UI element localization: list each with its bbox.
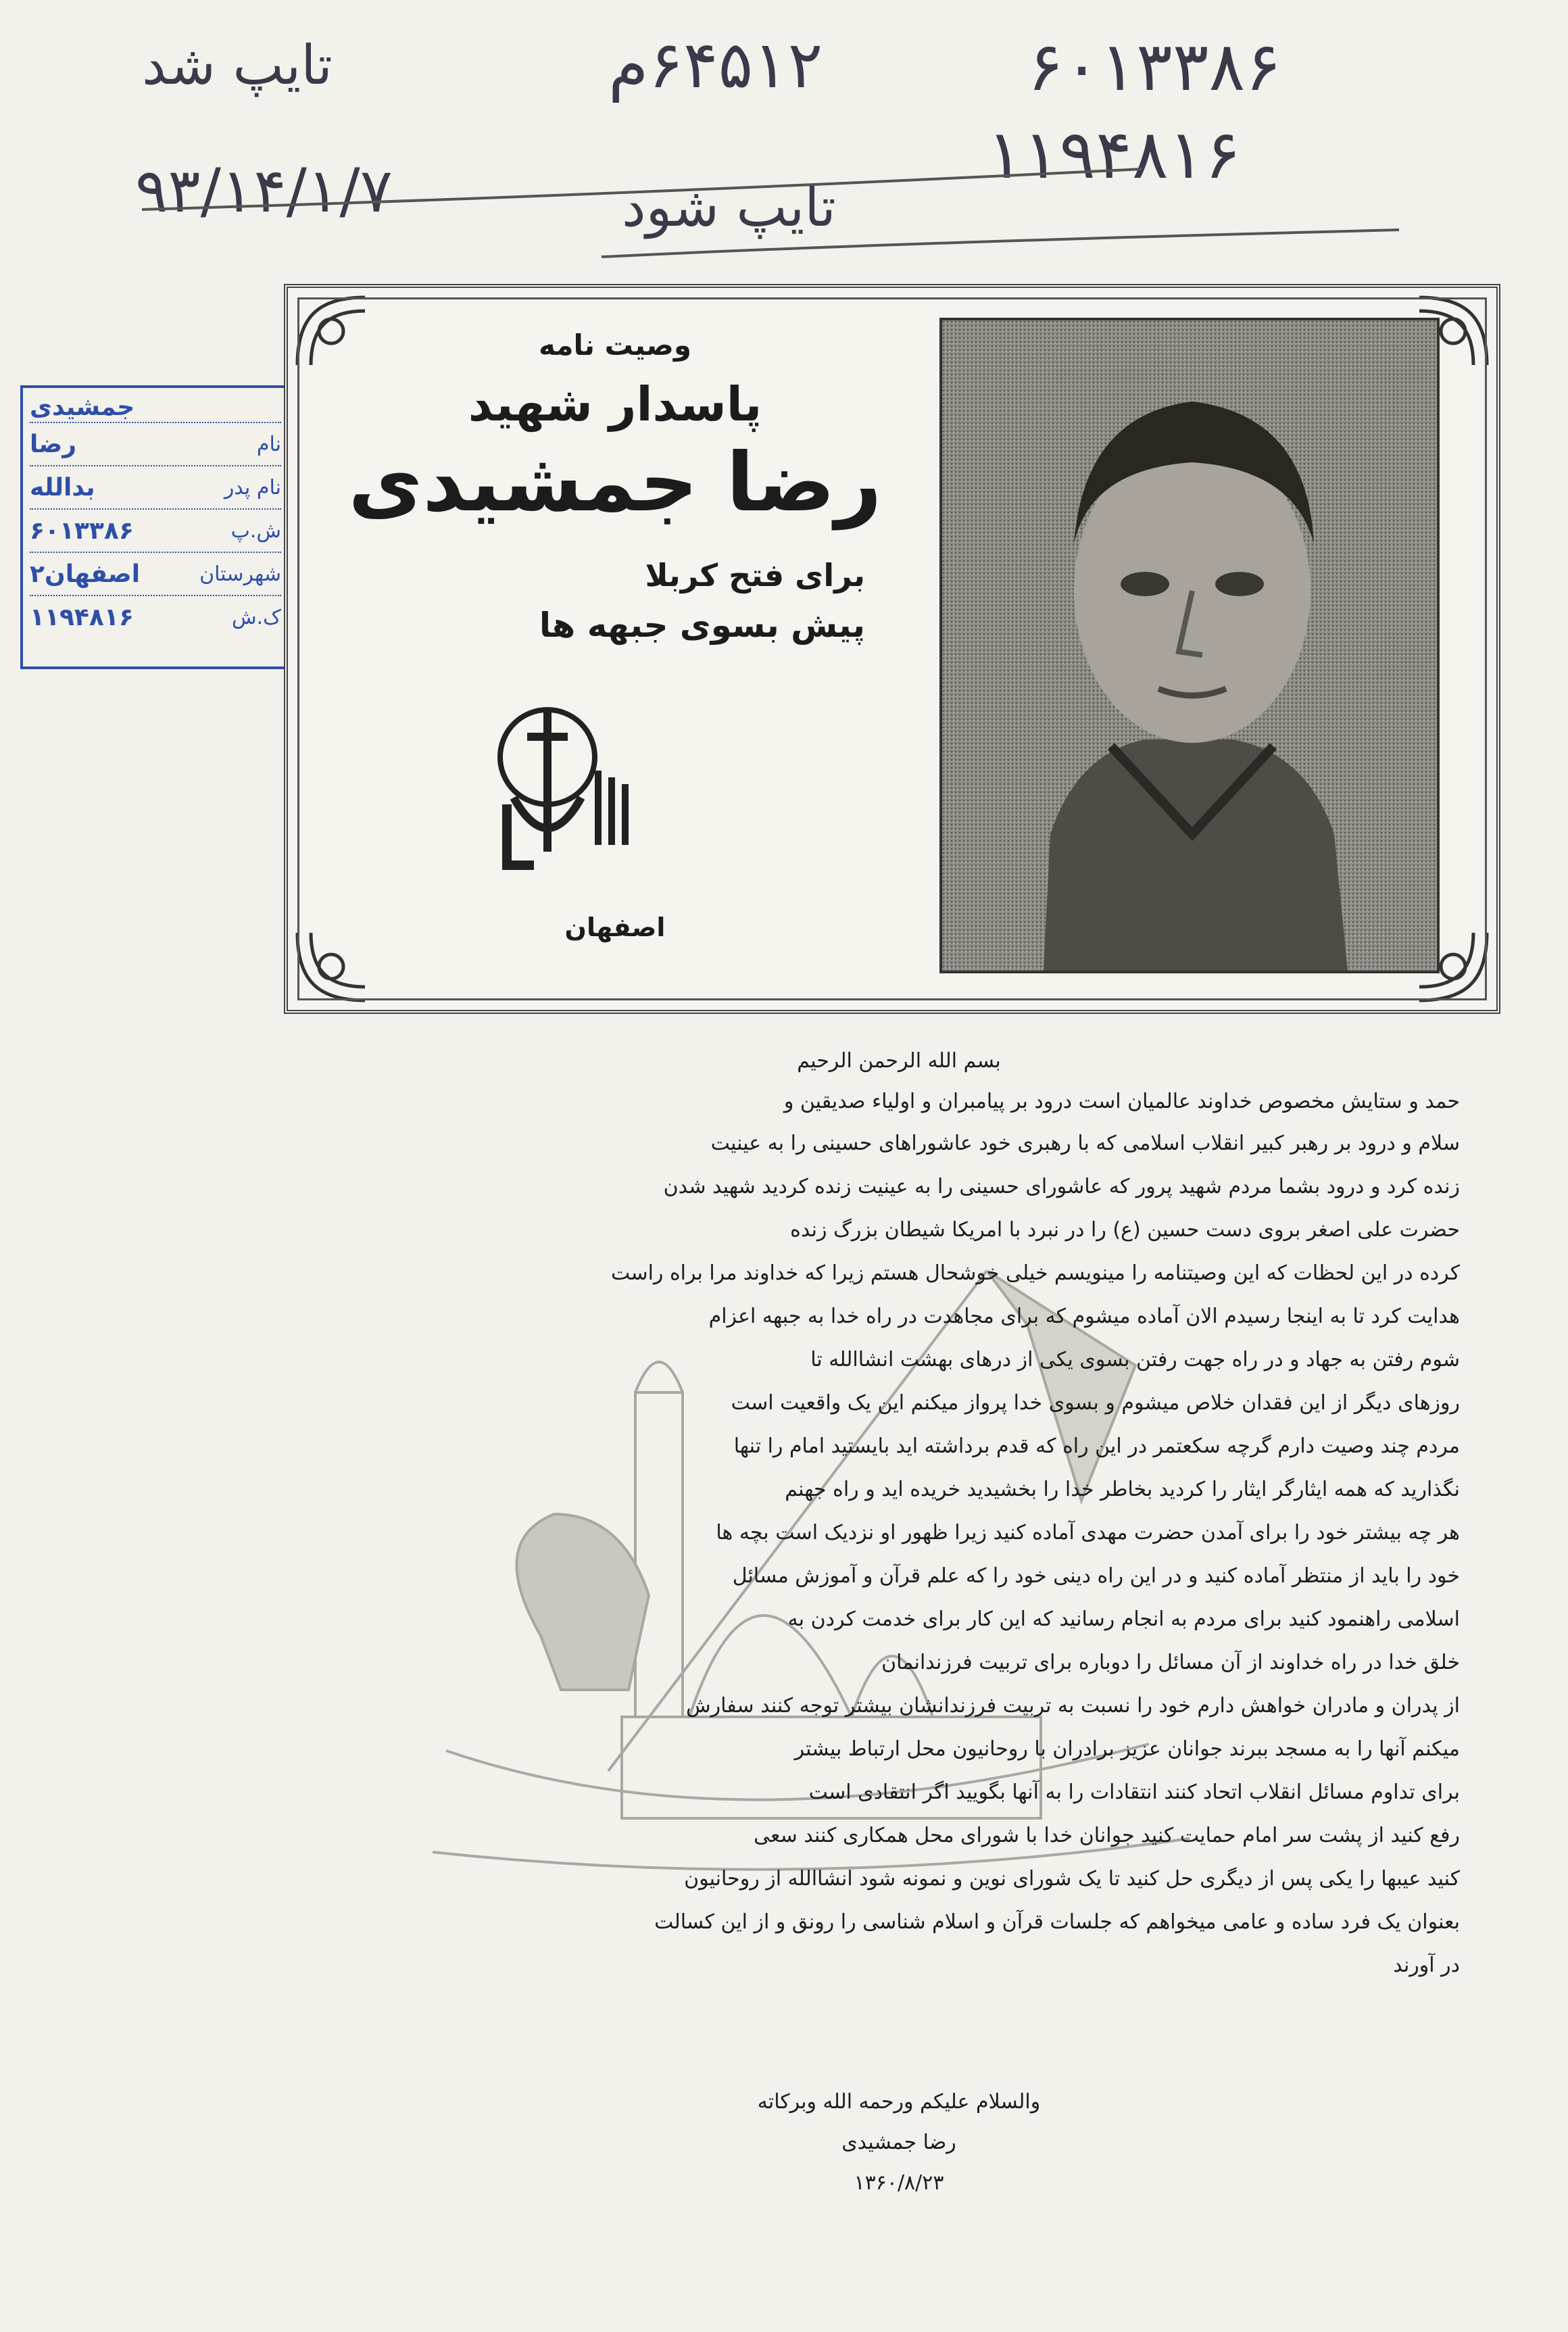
handwritten-underline bbox=[128, 155, 1413, 264]
handwritten-note-id-1: ۶۰۱۳۳۸۶ bbox=[1027, 27, 1281, 106]
city-label: اصفهان bbox=[564, 913, 666, 942]
handwritten-note-typed: تایپ شد bbox=[142, 34, 333, 97]
letter-line: رفع کنید از پشت سر امام حمایت کنید جوانان خدا با شورای محل همکاری کنند سعی bbox=[754, 1824, 1460, 1847]
letter-line: سلام و درود بر رهبر کبیر انقلاب اسلامی که با رهبری خود عاشوراهای حسینی را به عینیت bbox=[710, 1132, 1460, 1155]
letter-line: خلق خدا در راه خداوند از آن مسائل را دوباره برای تربیت فرزندانمان bbox=[881, 1651, 1460, 1674]
letter-line: در آورند bbox=[1393, 1953, 1460, 1977]
handwritten-note-number: ۹۳/۱۴/۱/۷ bbox=[135, 155, 393, 226]
handwritten-note-id-2: ۱۱۹۴۸۱۶ bbox=[987, 115, 1241, 194]
stamp-row: نام رضا bbox=[30, 423, 281, 466]
handwritten-note-code: ۶۴۵۱۲م bbox=[608, 27, 823, 103]
handwritten-note-to-type: تایپ شود bbox=[622, 176, 836, 239]
will-letter bbox=[338, 1041, 1460, 2231]
letter-line: زنده کرد و درود بشما مردم شهید پرور که عاشورای حسینی را به عینیت زنده کردید شهید شدن bbox=[663, 1175, 1460, 1198]
letter-line: برای تداوم مسائل انقلاب اتحاد کنند انتقادات را به آنها بگویید اگر انتقادی است bbox=[808, 1780, 1460, 1804]
letter-line: نگذارید که همه ایثارگر ایثار را کردید بخاطر خدا را بخشیدید خریده اید و راه جهنم bbox=[785, 1478, 1460, 1501]
letter-date: ۱۳۶۰/۸/۲۳ bbox=[854, 2171, 944, 2195]
letter-body bbox=[338, 1041, 1460, 1987]
martyr-photo bbox=[939, 318, 1440, 973]
portrait-image bbox=[942, 320, 1437, 971]
letter-line: بسم الله الرحمن الرحیم bbox=[797, 1049, 1001, 1073]
stamp-row: شهرستان اصفهان۲ bbox=[30, 553, 281, 596]
letter-line: حمد و ستایش مخصوص خداوند عالمیان است درود بر پیامبران و اولیاء صدیقین و bbox=[783, 1090, 1460, 1113]
letter-line: اسلامی راهنمود کنید برای مردم به انجام رسانید که این کار برای خدمت کردن به bbox=[787, 1607, 1460, 1631]
header-title-block bbox=[311, 318, 919, 967]
letter-line: حضرت علی اصغر بروی دست حسین (ع) را در نبرد با امریکا شیطان بزرگ زنده bbox=[790, 1218, 1460, 1242]
letter-line: شوم رفتن به جهاد و در راه جهت رفتن بسوی یکی از درهای بهشت انشاالله تا bbox=[810, 1348, 1460, 1371]
stamp-row: جمشیدی bbox=[30, 392, 281, 423]
slogan-line-1: برای فتح کربلا bbox=[645, 557, 865, 593]
letter-line: کرده در این لحظات که این وصیتنامه را مینویسم خیلی خوشحال هستم زیرا که خداوند مرا براه راست bbox=[610, 1261, 1460, 1285]
letter-line: میکنم آنها را به مسجد ببرند جوانان عزیز برادران با روحانیون محل ارتباط بیشتر bbox=[794, 1737, 1460, 1761]
letter-line: هدایت کرد تا به اینجا رسیدم الان آماده میشوم که برای مجاهدت در راه خدا به جبهه اعزام bbox=[708, 1305, 1460, 1328]
archive-stamp bbox=[20, 385, 291, 669]
emblem-caption bbox=[453, 899, 656, 900]
letter-signature-block bbox=[338, 2082, 1460, 2204]
signature-name: رضا جمشیدی bbox=[841, 2131, 956, 2154]
letter-line: هر چه بیشتر خود را برای آمدن حضرت مهدی آماده کنید زیرا ظهور او نزدیک است بچه ها bbox=[716, 1521, 1460, 1545]
stamp-row: ک.ش ۱۱۹۴۸۱۶ bbox=[30, 603, 281, 631]
letter-line: کنید عیبها را یکی پس از دیگری حل کنید تا یک شورای نوین و نمونه شود انشاالله از روحانیون bbox=[684, 1867, 1460, 1891]
stamp-row: ش.پ ۶۰۱۳۳۸۶ bbox=[30, 510, 281, 553]
letter-line: خود را باید از منتظر آماده کنید و در این راه دینی خود را که علم قرآن و آموزش مسائل bbox=[732, 1564, 1460, 1588]
will-heading: وصیت نامه bbox=[539, 329, 691, 362]
letter-line: بعنوان یک فرد ساده و عامی میخواهم که جلسات قرآن و اسلام شناسی را رونق و از این کسالت bbox=[654, 1910, 1460, 1934]
rank-title: پاسدار شهید bbox=[468, 376, 762, 432]
martyr-name: رضا جمشیدی bbox=[348, 436, 882, 530]
irgc-emblem-icon bbox=[466, 696, 642, 885]
slogan-line-2: پیش بسوی جبهه ها bbox=[539, 606, 865, 645]
stamp-row: نام پدر بدالله bbox=[30, 466, 281, 510]
letter-line: مردم چند وصیت دارم گرچه سکعتمر در این راه که قدم برداشته اید بایستید امام را تنها bbox=[733, 1434, 1460, 1458]
closing-salutation: والسلام علیکم ورحمه الله وبرکاته bbox=[757, 2090, 1041, 2114]
letter-line: روزهای دیگر از این فقدان خلاص میشوم و بسوی خدا پرواز میکنم این یک واقعیت است bbox=[731, 1391, 1460, 1415]
letter-line: از پدران و مادران خواهش دارم خود را نسبت به تربیت فرزندانشان بیشتر توجه کنند سفارش bbox=[685, 1694, 1460, 1718]
